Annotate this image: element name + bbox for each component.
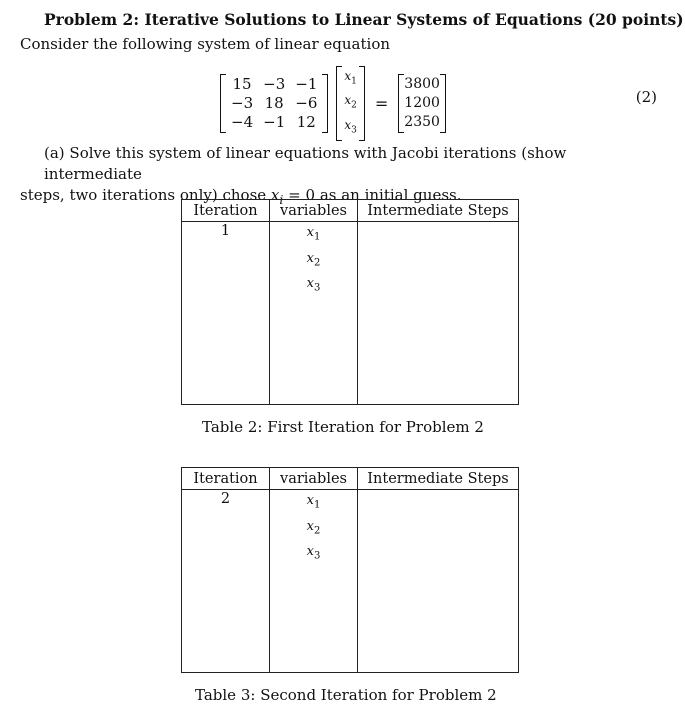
equals-sign: = (374, 94, 389, 114)
problem-intro: Consider the following system of linear equation (20, 35, 391, 53)
rhs-entry: 2350 (404, 114, 440, 131)
iteration-number: 2 (182, 490, 270, 673)
matrix-cell: 18 (264, 94, 284, 113)
variables-cell (270, 490, 358, 673)
intermediate-steps-cell (358, 222, 519, 405)
header-iteration: Iteration (182, 200, 270, 222)
intermediate-steps-cell (358, 490, 519, 673)
header-intermediate-steps: Intermediate Steps (358, 200, 519, 222)
rhs-entry: 3800 (404, 76, 440, 93)
part-a-line1: (a) Solve this system of linear equations with Jacobi iterations (show intermediate (44, 144, 567, 183)
table-2-caption: Table 2: First Iteration for Problem 2 (202, 418, 484, 436)
matrix-cell: −4 (231, 113, 254, 132)
variable-x1: $x_1$ (306, 493, 321, 511)
variable-x3: $x_3$ (306, 276, 321, 294)
header-variables: variables (270, 200, 358, 222)
matrix-cell: −6 (295, 94, 318, 113)
matrix-cell: 12 (296, 113, 316, 132)
part-a-line2-pre: steps, two iterations only) chose (20, 186, 271, 204)
variable-x2: $x_2$ (306, 250, 321, 269)
variables-cell (270, 222, 358, 405)
matrix-cell: −1 (263, 113, 286, 132)
equation-number: (2) (635, 88, 657, 106)
rhs-vector (398, 74, 446, 133)
part-a-line2-post: as an initial guess. (315, 186, 462, 204)
variable-x1: $x_1$ (306, 225, 321, 243)
variable-x3: $x_3$ (306, 544, 321, 562)
unknown-vector (336, 66, 365, 141)
coefficient-matrix (220, 74, 328, 133)
rhs-entry: 1200 (404, 95, 440, 112)
unknown-entry: $x_1$ (344, 69, 357, 87)
iteration-number: 1 (182, 222, 270, 405)
first-iteration-table (181, 199, 519, 405)
matrix-cell: −1 (295, 75, 318, 94)
variable-x2: $x_2$ (306, 518, 321, 537)
matrix-cell: −3 (263, 75, 286, 94)
unknown-entry: $x_3$ (344, 117, 357, 136)
header-iteration: Iteration (182, 468, 270, 490)
matrix-equation (220, 66, 446, 141)
table-3-caption: Table 3: Second Iteration for Problem 2 (195, 686, 497, 704)
matrix-cell: 15 (232, 75, 252, 94)
unknown-entry: $x_2$ (344, 93, 357, 111)
header-intermediate-steps: Intermediate Steps (358, 468, 519, 490)
initial-guess-math: $x_i = 0$ (270, 186, 316, 207)
matrix-cell: −3 (231, 94, 254, 113)
problem-title: Problem 2: Iterative Solutions to Linear Systems of Equations (20 points) (44, 10, 684, 29)
header-variables: variables (270, 468, 358, 490)
second-iteration-table (181, 467, 519, 673)
